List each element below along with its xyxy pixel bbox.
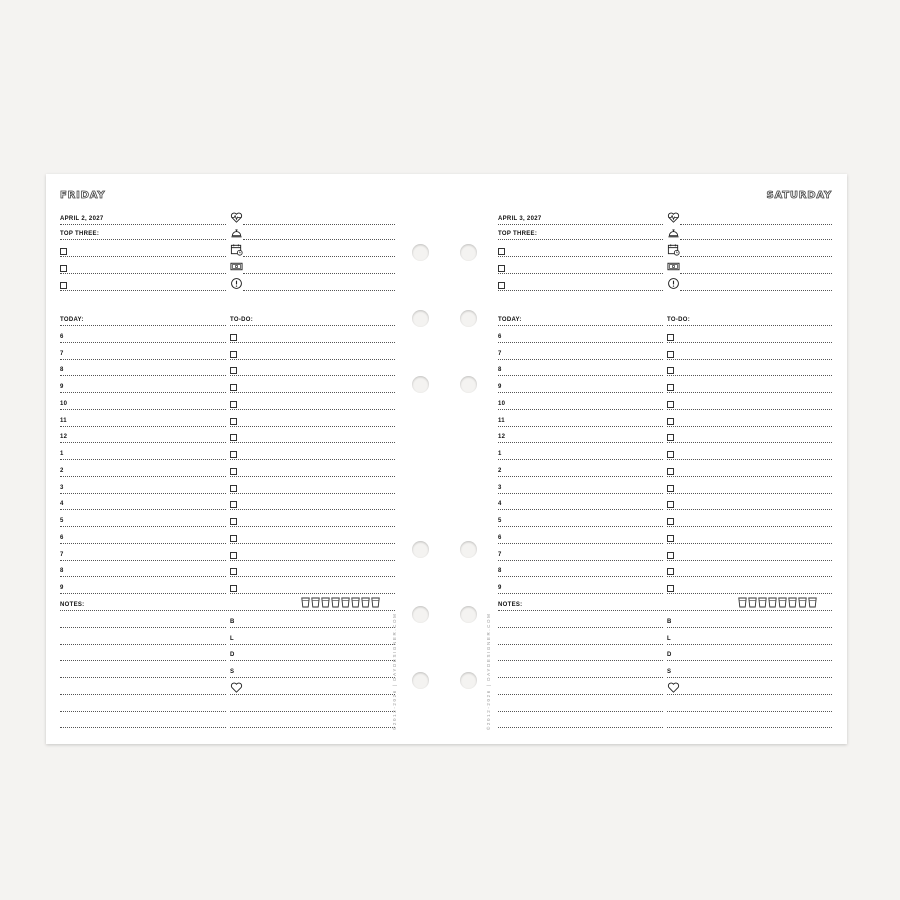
water-cup-icon[interactable] (321, 597, 330, 608)
hour-line (498, 442, 663, 443)
exclamation-circle-icon (230, 277, 243, 290)
header-left-line (498, 239, 663, 240)
meal-line (230, 660, 395, 661)
header-right-line (243, 273, 395, 274)
todo-line (230, 493, 395, 494)
notes-header-line (498, 610, 832, 611)
meal-label: D (667, 652, 672, 659)
todo-line (230, 543, 395, 544)
hour-line (498, 576, 663, 577)
todo-checkbox[interactable] (230, 501, 237, 508)
todo-checkbox[interactable] (667, 535, 674, 542)
meal-label: L (667, 635, 671, 642)
hour-label: 12 (60, 434, 68, 441)
calendar-clock-icon (230, 243, 243, 256)
todo-line (230, 459, 395, 460)
hour-line (498, 593, 663, 594)
todo-checkbox[interactable] (667, 451, 674, 458)
hour-label: 9 (60, 384, 64, 390)
todo-checkbox[interactable] (667, 334, 674, 341)
todo-checkbox[interactable] (667, 351, 674, 358)
binder-hole (460, 541, 477, 558)
notes-line (60, 727, 226, 728)
hour-label: 10 (60, 400, 68, 407)
todo-checkbox[interactable] (667, 401, 674, 408)
hour-label: 9 (60, 585, 64, 591)
header-right-line (680, 224, 832, 225)
money-icon (230, 260, 243, 273)
hour-label: 8 (60, 568, 64, 575)
hour-label: 6 (60, 534, 64, 541)
todo-checkbox[interactable] (230, 418, 237, 425)
header-right-line (680, 290, 832, 291)
money-icon (667, 260, 680, 273)
meal-line (667, 660, 832, 661)
meal-line (230, 627, 395, 628)
hour-label: 8 (498, 568, 502, 575)
todo-checkbox[interactable] (230, 468, 237, 475)
hour-label: 6 (498, 333, 502, 340)
heart-icon (230, 681, 243, 694)
todo-checkbox[interactable] (230, 518, 237, 525)
notes-line (60, 711, 226, 712)
todo-line (667, 493, 832, 494)
hour-line (60, 476, 226, 477)
notes-line (60, 627, 226, 628)
water-cup-icon[interactable] (341, 597, 350, 608)
notes-line (60, 644, 226, 645)
heart-pulse-icon (667, 211, 680, 224)
header-left-line (60, 290, 226, 291)
todo-checkbox[interactable] (230, 552, 237, 559)
notes-line (60, 677, 226, 678)
todo-checkbox[interactable] (667, 501, 674, 508)
todo-line (230, 426, 395, 427)
heart-pulse-icon (230, 211, 243, 224)
hour-line (498, 459, 663, 460)
todo-line (667, 459, 832, 460)
water-tracker[interactable] (301, 597, 380, 608)
hour-label: 9 (498, 585, 502, 591)
hour-label: 6 (60, 333, 64, 340)
todo-line (230, 576, 395, 577)
copyright-text: ©2012-2026 | DAYDESIGNER.COM (486, 612, 491, 730)
calendar-clock-icon (667, 243, 680, 256)
hour-line (60, 442, 226, 443)
notes-line (498, 711, 663, 712)
water-cup-icon[interactable] (301, 597, 310, 608)
header-right-line (243, 256, 395, 257)
header-left-line (60, 256, 226, 257)
date-label: APRIL 3, 2027 (498, 216, 542, 222)
todo-checkbox[interactable] (230, 485, 237, 492)
header-left-line (498, 273, 663, 274)
header-right-line (243, 290, 395, 291)
header-left-line (498, 256, 663, 257)
meal-line (667, 627, 832, 628)
binder-hole (460, 376, 477, 393)
water-cup-icon[interactable] (748, 597, 757, 608)
water-cup-icon[interactable] (758, 597, 767, 608)
todo-line (230, 375, 395, 376)
water-cup-icon[interactable] (738, 597, 747, 608)
hour-line (60, 493, 226, 494)
todo-line (667, 560, 832, 561)
date-label: APRIL 2, 2027 (60, 216, 104, 222)
header-left-line (498, 290, 663, 291)
hour-line (498, 509, 663, 510)
header-right-line (680, 273, 832, 274)
hour-label: 2 (498, 467, 502, 474)
hour-label: 7 (60, 551, 64, 558)
meal-label: L (230, 635, 234, 642)
header-left-line (60, 239, 226, 240)
water-cup-icon[interactable] (351, 597, 360, 608)
hour-label: 7 (498, 551, 502, 558)
hour-line (60, 375, 226, 376)
water-cup-icon[interactable] (788, 597, 797, 608)
header-left-line (60, 224, 226, 225)
todo-checkbox[interactable] (230, 535, 237, 542)
todo-line (667, 593, 832, 594)
header-right-line (680, 256, 832, 257)
todo-checkbox[interactable] (667, 568, 674, 575)
hour-line (60, 409, 226, 410)
meal-line (230, 711, 395, 712)
todo-checkbox[interactable] (667, 367, 674, 374)
todo-line (667, 426, 832, 427)
todo-line (230, 593, 395, 594)
todo-checkbox[interactable] (230, 434, 237, 441)
hour-line (498, 560, 663, 561)
notes-label: NOTES: (60, 602, 85, 608)
header-left-line (498, 224, 663, 225)
meal-line (667, 727, 832, 728)
today-label: TODAY: (498, 317, 522, 323)
hour-line (498, 426, 663, 427)
binder-hole (412, 606, 429, 623)
top-three-checkbox-3[interactable] (498, 282, 505, 289)
hour-label: 4 (498, 501, 502, 508)
hour-line (60, 392, 226, 393)
hour-line (498, 543, 663, 544)
hour-label: 11 (498, 417, 505, 424)
hour-label: 7 (498, 350, 502, 357)
hour-line (60, 526, 226, 527)
todo-header-line (230, 325, 395, 326)
todo-header-line (667, 325, 832, 326)
notes-line (498, 660, 663, 661)
top-three-checkbox-3[interactable] (60, 282, 67, 289)
water-tracker[interactable] (738, 597, 817, 608)
top-three-checkbox-2[interactable] (60, 265, 67, 272)
todo-checkbox[interactable] (667, 468, 674, 475)
top-three-label: TOP THREE: (60, 231, 100, 237)
hour-label: 5 (498, 518, 502, 524)
todo-checkbox[interactable] (230, 451, 237, 458)
today-label: TODAY: (60, 317, 84, 323)
hour-line (60, 560, 226, 561)
binder-hole (412, 310, 429, 327)
hour-line (498, 526, 663, 527)
meal-line (230, 677, 395, 678)
binder-hole (460, 244, 477, 261)
header-right-line (243, 224, 395, 225)
todo-line (667, 359, 832, 360)
hour-label: 3 (498, 484, 502, 491)
meal-line (667, 711, 832, 712)
notes-line (498, 694, 663, 695)
notes-line (60, 660, 226, 661)
copyright-text: ©2012-2026 | DAYDESIGNER.COM (392, 612, 397, 730)
notes-header-line (60, 610, 395, 611)
meal-label: B (667, 618, 672, 625)
todo-line (667, 526, 832, 527)
todo-checkbox[interactable] (667, 585, 674, 592)
day-title-left: FRIDAY (60, 190, 106, 201)
water-cup-icon[interactable] (798, 597, 807, 608)
meal-label: B (230, 618, 235, 625)
hour-label: 1 (60, 451, 64, 457)
service-bell-icon (667, 226, 680, 239)
todo-line (230, 359, 395, 360)
binder-hole (460, 310, 477, 327)
todo-line (230, 342, 395, 343)
hour-line (60, 509, 226, 510)
todo-checkbox[interactable] (667, 485, 674, 492)
water-cup-icon[interactable] (768, 597, 777, 608)
hour-label: 8 (60, 367, 64, 374)
todo-checkbox[interactable] (667, 552, 674, 559)
notes-label: NOTES: (498, 602, 523, 608)
todo-line (667, 543, 832, 544)
todo-checkbox[interactable] (230, 351, 237, 358)
todo-line (667, 442, 832, 443)
meal-line (667, 677, 832, 678)
water-cup-icon[interactable] (311, 597, 320, 608)
binder-hole (412, 541, 429, 558)
hour-label: 8 (498, 367, 502, 374)
todo-line (667, 392, 832, 393)
header-right-line (680, 239, 832, 240)
hour-label: 9 (498, 384, 502, 390)
hour-line (60, 359, 226, 360)
hour-line (498, 375, 663, 376)
hour-line (498, 342, 663, 343)
hour-line (498, 409, 663, 410)
hour-label: 12 (498, 434, 506, 441)
meal-line (230, 644, 395, 645)
binder-hole (412, 376, 429, 393)
todo-checkbox[interactable] (667, 434, 674, 441)
todo-label: TO-DO: (667, 317, 691, 323)
todo-label: TO-DO: (230, 317, 254, 323)
todo-checkbox[interactable] (230, 585, 237, 592)
meal-line (230, 727, 395, 728)
top-three-label: TOP THREE: (498, 231, 538, 237)
todo-checkbox[interactable] (230, 367, 237, 374)
hour-line (498, 493, 663, 494)
todo-line (667, 576, 832, 577)
hour-label: 10 (498, 400, 506, 407)
todo-line (230, 392, 395, 393)
top-three-checkbox-2[interactable] (498, 265, 505, 272)
header-left-line (60, 273, 226, 274)
meal-label: D (230, 652, 235, 659)
todo-line (667, 409, 832, 410)
notes-line (498, 644, 663, 645)
hour-label: 7 (60, 350, 64, 357)
notes-line (498, 627, 663, 628)
top-three-checkbox-1[interactable] (60, 248, 67, 255)
todo-line (230, 409, 395, 410)
notes-line (498, 727, 663, 728)
today-header-line (60, 325, 226, 326)
hour-label: 2 (60, 467, 64, 474)
todo-checkbox[interactable] (667, 384, 674, 391)
todo-line (667, 375, 832, 376)
water-cup-icon[interactable] (808, 597, 817, 608)
binder-hole (412, 244, 429, 261)
todo-line (667, 476, 832, 477)
todo-line (667, 342, 832, 343)
day-title-right: SATURDAY (766, 190, 832, 201)
water-cup-icon[interactable] (778, 597, 787, 608)
todo-line (230, 509, 395, 510)
service-bell-icon (230, 226, 243, 239)
hour-line (498, 359, 663, 360)
hour-label: 3 (60, 484, 64, 491)
todo-line (230, 442, 395, 443)
hour-line (60, 459, 226, 460)
hour-line (60, 576, 226, 577)
todo-checkbox[interactable] (230, 568, 237, 575)
hour-label: 11 (60, 417, 67, 424)
hour-line (60, 426, 226, 427)
notes-line (498, 677, 663, 678)
water-cup-icon[interactable] (361, 597, 370, 608)
water-cup-icon[interactable] (371, 597, 380, 608)
todo-checkbox[interactable] (230, 384, 237, 391)
todo-checkbox[interactable] (667, 418, 674, 425)
todo-line (667, 509, 832, 510)
binder-hole (460, 606, 477, 623)
hour-line (60, 342, 226, 343)
heart-icon (667, 681, 680, 694)
todo-checkbox[interactable] (667, 518, 674, 525)
todo-checkbox[interactable] (230, 334, 237, 341)
hour-line (498, 476, 663, 477)
top-three-checkbox-1[interactable] (498, 248, 505, 255)
today-header-line (498, 325, 663, 326)
hour-line (60, 593, 226, 594)
todo-checkbox[interactable] (230, 401, 237, 408)
hour-label: 4 (60, 501, 64, 508)
hour-label: 1 (498, 451, 502, 457)
exclamation-circle-icon (667, 277, 680, 290)
todo-line (230, 560, 395, 561)
water-cup-icon[interactable] (331, 597, 340, 608)
header-right-line (243, 239, 395, 240)
binder-hole (412, 672, 429, 689)
meal-line (667, 694, 832, 695)
hour-line (60, 543, 226, 544)
hour-label: 6 (498, 534, 502, 541)
notes-line (60, 694, 226, 695)
todo-line (230, 476, 395, 477)
binder-hole (460, 672, 477, 689)
hour-line (498, 392, 663, 393)
meal-label: S (667, 669, 672, 675)
meal-label: S (230, 669, 235, 675)
hour-label: 5 (60, 518, 64, 524)
todo-line (230, 526, 395, 527)
meal-line (230, 694, 395, 695)
meal-line (667, 644, 832, 645)
